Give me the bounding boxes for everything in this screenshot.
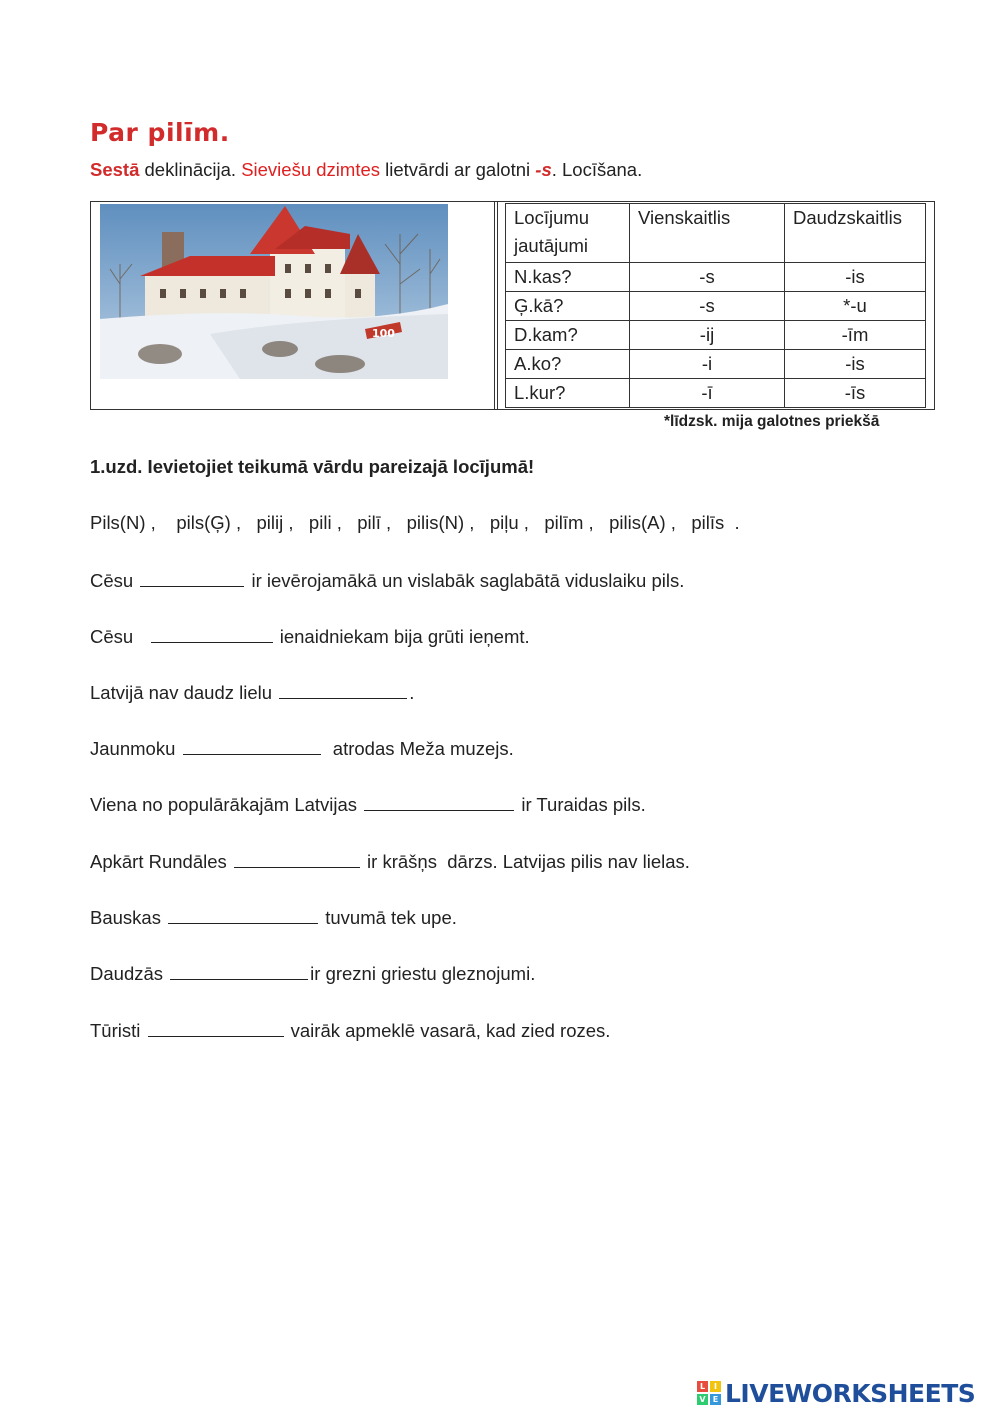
footnote: *līdzsk. mija galotnes priekšā	[664, 413, 880, 430]
subtitle-part2: deklinācija.	[139, 159, 242, 180]
sentence-7	[90, 905, 457, 929]
sentence-text: ienaidniekam bija grūti ieņemt.	[274, 626, 530, 647]
sentence-text: ir grezni griestu gleznojumi.	[310, 963, 536, 984]
declension-table	[505, 203, 926, 408]
table-row	[506, 263, 926, 292]
exercise-heading: 1.uzd. Ievietojiet teikumā vārdu pareizajā locījumā!	[90, 456, 535, 477]
answer-blank[interactable]	[170, 961, 308, 980]
frame-divider-right	[497, 201, 498, 410]
sentence-text: Viena no populārākajām Latvijas	[90, 794, 363, 815]
logo-letter: L	[697, 1381, 708, 1392]
subtitle-part5: -s	[535, 159, 552, 180]
plural-cell: -is	[785, 350, 926, 379]
sentence-8	[90, 961, 535, 985]
sentence-text: atrodas Meža muzejs.	[322, 738, 514, 759]
castle-photo	[100, 204, 448, 379]
sentence-text: Jaunmoku	[90, 738, 181, 759]
table-row	[506, 350, 926, 379]
case-cell: D.kam?	[506, 321, 630, 350]
sentence-3	[90, 680, 414, 704]
sentence-text: Latvijā nav daudz lielu	[90, 682, 278, 703]
subtitle-part3: Sieviešu dzimtes	[241, 159, 380, 180]
sentence-text: tuvumā tek upe.	[320, 907, 457, 928]
answer-blank[interactable]	[140, 568, 244, 587]
singular-cell: -ī	[630, 379, 785, 408]
table-header-row	[506, 204, 926, 263]
sentence-6	[90, 849, 690, 873]
logo-letter: E	[710, 1394, 721, 1405]
sentence-text: Apkārt Rundāles	[90, 851, 232, 872]
subtitle	[90, 159, 642, 181]
sentence-text: Daudzās	[90, 963, 169, 984]
plural-cell: -īs	[785, 379, 926, 408]
subtitle-part1: Sestā	[90, 159, 140, 180]
table-row	[506, 292, 926, 321]
answer-blank[interactable]	[151, 624, 273, 643]
word-bank: Pils(N) , pils(Ģ) , pilij , pili , pilī , pilis(N) , piļu , pilīm , pilis(A) , pilīs .	[90, 512, 740, 533]
header-cell: Vienskaitlis	[630, 204, 785, 263]
photo-sign-text: 100	[372, 327, 395, 340]
sentence-1	[90, 568, 684, 592]
logo-letter: V	[697, 1394, 708, 1405]
logo-text: LIVEWORKSHEETS	[725, 1378, 976, 1408]
frame-divider-left	[494, 201, 495, 410]
sentence-text: ir Turaidas pils.	[516, 794, 646, 815]
header-cell: Locījumu jautājumi	[506, 204, 630, 263]
sentence-9	[90, 1018, 610, 1042]
answer-blank[interactable]	[183, 736, 321, 755]
table-row	[506, 321, 926, 350]
singular-cell: -i	[630, 350, 785, 379]
answer-blank[interactable]	[279, 680, 407, 699]
singular-cell: -s	[630, 263, 785, 292]
subtitle-part4: lietvārdi ar galotni	[380, 159, 536, 180]
singular-cell: -s	[630, 292, 785, 321]
answer-blank[interactable]	[234, 849, 360, 868]
page-title: Par pilīm.	[90, 118, 230, 147]
sentence-text: ir ievērojamākā un vislabāk saglabātā viduslaiku pils.	[246, 570, 685, 591]
sentence-text: Cēsu	[90, 626, 149, 647]
table-row	[506, 379, 926, 408]
logo-grid-icon	[697, 1381, 721, 1405]
case-cell: A.ko?	[506, 350, 630, 379]
plural-cell: -is	[785, 263, 926, 292]
sentence-text: ir krāšņs dārzs. Latvijas pilis nav lielas.	[361, 851, 690, 872]
singular-cell: -ij	[630, 321, 785, 350]
sentence-text: Bauskas	[90, 907, 167, 928]
plural-cell: -īm	[785, 321, 926, 350]
header-cell: Daudzskaitlis	[785, 204, 926, 263]
case-cell: Ģ.kā?	[506, 292, 630, 321]
sentence-text: Tūristi	[90, 1020, 146, 1041]
answer-blank[interactable]	[148, 1018, 284, 1037]
sentence-4	[90, 736, 514, 760]
sentence-text: .	[409, 682, 415, 703]
sentence-5	[90, 792, 646, 816]
case-cell: L.kur?	[506, 379, 630, 408]
sentence-text: vairāk apmeklē vasarā, kad zied rozes.	[285, 1020, 611, 1041]
plural-cell: *-u	[785, 292, 926, 321]
logo-letter: I	[710, 1381, 721, 1392]
case-cell: N.kas?	[506, 263, 630, 292]
subtitle-part6: . Locīšana.	[551, 159, 643, 180]
answer-blank[interactable]	[168, 905, 318, 924]
sentence-2	[90, 624, 530, 648]
answer-blank[interactable]	[364, 792, 514, 811]
liveworksheets-logo	[697, 1378, 975, 1408]
sentence-text: Cēsu	[90, 570, 139, 591]
